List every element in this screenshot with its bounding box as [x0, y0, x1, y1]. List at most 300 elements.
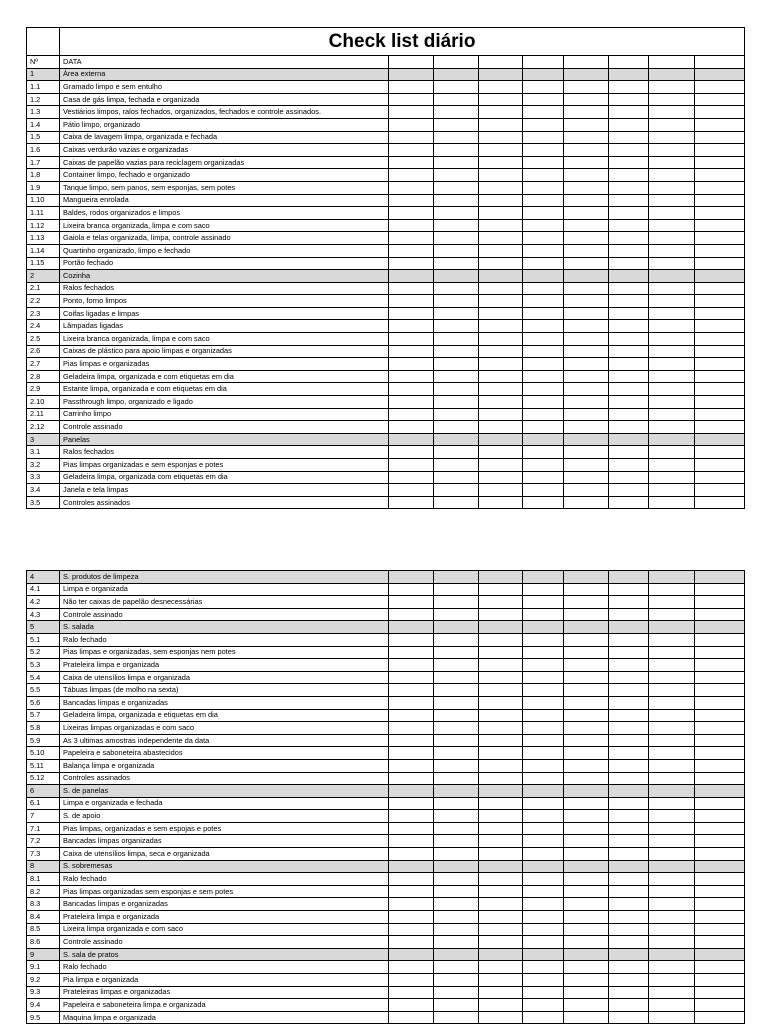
check-cell[interactable] [389, 1011, 434, 1024]
check-cell[interactable] [609, 734, 649, 747]
check-cell[interactable] [564, 156, 609, 169]
check-cell[interactable] [695, 759, 745, 772]
check-cell[interactable] [609, 270, 649, 283]
check-cell[interactable] [649, 885, 695, 898]
check-cell[interactable] [389, 747, 434, 760]
date-cell[interactable] [695, 56, 745, 69]
check-cell[interactable] [523, 1011, 564, 1024]
check-cell[interactable] [523, 974, 564, 987]
check-cell[interactable] [649, 257, 695, 270]
check-cell[interactable] [523, 596, 564, 609]
check-cell[interactable] [609, 747, 649, 760]
check-cell[interactable] [434, 621, 479, 634]
check-cell[interactable] [523, 307, 564, 320]
check-cell[interactable] [609, 911, 649, 924]
check-cell[interactable] [434, 358, 479, 371]
check-cell[interactable] [564, 81, 609, 94]
check-cell[interactable] [564, 747, 609, 760]
date-cell[interactable] [609, 56, 649, 69]
check-cell[interactable] [649, 822, 695, 835]
check-cell[interactable] [523, 156, 564, 169]
check-cell[interactable] [434, 999, 479, 1012]
check-cell[interactable] [434, 396, 479, 409]
check-cell[interactable] [434, 257, 479, 270]
check-cell[interactable] [389, 396, 434, 409]
check-cell[interactable] [649, 583, 695, 596]
check-cell[interactable] [479, 282, 523, 295]
check-cell[interactable] [389, 232, 434, 245]
check-cell[interactable] [389, 320, 434, 333]
check-cell[interactable] [609, 873, 649, 886]
check-cell[interactable] [523, 282, 564, 295]
check-cell[interactable] [695, 181, 745, 194]
check-cell[interactable] [695, 684, 745, 697]
check-cell[interactable] [649, 759, 695, 772]
check-cell[interactable] [564, 734, 609, 747]
check-cell[interactable] [434, 873, 479, 886]
check-cell[interactable] [564, 496, 609, 509]
check-cell[interactable] [434, 747, 479, 760]
check-cell[interactable] [389, 848, 434, 861]
check-cell[interactable] [434, 68, 479, 81]
check-cell[interactable] [609, 345, 649, 358]
date-cell[interactable] [564, 56, 609, 69]
check-cell[interactable] [609, 433, 649, 446]
check-cell[interactable] [479, 244, 523, 257]
check-cell[interactable] [523, 961, 564, 974]
check-cell[interactable] [564, 785, 609, 798]
check-cell[interactable] [389, 923, 434, 936]
check-cell[interactable] [389, 484, 434, 497]
check-cell[interactable] [695, 747, 745, 760]
check-cell[interactable] [564, 144, 609, 157]
check-cell[interactable] [434, 244, 479, 257]
check-cell[interactable] [695, 948, 745, 961]
check-cell[interactable] [609, 295, 649, 308]
check-cell[interactable] [649, 307, 695, 320]
check-cell[interactable] [695, 93, 745, 106]
check-cell[interactable] [434, 446, 479, 459]
check-cell[interactable] [695, 408, 745, 421]
check-cell[interactable] [479, 734, 523, 747]
check-cell[interactable] [434, 320, 479, 333]
check-cell[interactable] [609, 885, 649, 898]
check-cell[interactable] [649, 446, 695, 459]
check-cell[interactable] [609, 709, 649, 722]
check-cell[interactable] [695, 257, 745, 270]
check-cell[interactable] [649, 181, 695, 194]
check-cell[interactable] [389, 835, 434, 848]
check-cell[interactable] [609, 446, 649, 459]
check-cell[interactable] [479, 596, 523, 609]
check-cell[interactable] [389, 194, 434, 207]
check-cell[interactable] [564, 999, 609, 1012]
check-cell[interactable] [649, 999, 695, 1012]
check-cell[interactable] [609, 621, 649, 634]
check-cell[interactable] [479, 898, 523, 911]
check-cell[interactable] [523, 345, 564, 358]
check-cell[interactable] [609, 633, 649, 646]
check-cell[interactable] [564, 596, 609, 609]
check-cell[interactable] [695, 999, 745, 1012]
check-cell[interactable] [695, 633, 745, 646]
check-cell[interactable] [523, 333, 564, 346]
check-cell[interactable] [479, 333, 523, 346]
check-cell[interactable] [434, 596, 479, 609]
check-cell[interactable] [523, 747, 564, 760]
check-cell[interactable] [479, 885, 523, 898]
check-cell[interactable] [434, 860, 479, 873]
check-cell[interactable] [609, 961, 649, 974]
check-cell[interactable] [523, 484, 564, 497]
check-cell[interactable] [609, 797, 649, 810]
check-cell[interactable] [609, 459, 649, 472]
check-cell[interactable] [389, 496, 434, 509]
check-cell[interactable] [564, 848, 609, 861]
check-cell[interactable] [434, 948, 479, 961]
check-cell[interactable] [523, 396, 564, 409]
check-cell[interactable] [479, 659, 523, 672]
check-cell[interactable] [434, 370, 479, 383]
check-cell[interactable] [389, 911, 434, 924]
check-cell[interactable] [434, 270, 479, 283]
date-cell[interactable] [649, 56, 695, 69]
check-cell[interactable] [479, 144, 523, 157]
check-cell[interactable] [389, 219, 434, 232]
check-cell[interactable] [695, 835, 745, 848]
check-cell[interactable] [389, 571, 434, 584]
check-cell[interactable] [389, 860, 434, 873]
check-cell[interactable] [479, 484, 523, 497]
check-cell[interactable] [695, 345, 745, 358]
check-cell[interactable] [564, 421, 609, 434]
check-cell[interactable] [434, 169, 479, 182]
check-cell[interactable] [479, 345, 523, 358]
check-cell[interactable] [649, 219, 695, 232]
check-cell[interactable] [523, 860, 564, 873]
check-cell[interactable] [564, 873, 609, 886]
check-cell[interactable] [389, 81, 434, 94]
check-cell[interactable] [434, 659, 479, 672]
check-cell[interactable] [523, 106, 564, 119]
check-cell[interactable] [609, 848, 649, 861]
check-cell[interactable] [564, 257, 609, 270]
check-cell[interactable] [649, 484, 695, 497]
check-cell[interactable] [389, 621, 434, 634]
check-cell[interactable] [649, 156, 695, 169]
check-cell[interactable] [434, 709, 479, 722]
check-cell[interactable] [479, 131, 523, 144]
check-cell[interactable] [479, 471, 523, 484]
check-cell[interactable] [479, 408, 523, 421]
check-cell[interactable] [564, 333, 609, 346]
check-cell[interactable] [564, 797, 609, 810]
check-cell[interactable] [609, 722, 649, 735]
check-cell[interactable] [389, 936, 434, 949]
check-cell[interactable] [389, 709, 434, 722]
check-cell[interactable] [479, 257, 523, 270]
check-cell[interactable] [609, 948, 649, 961]
check-cell[interactable] [434, 421, 479, 434]
check-cell[interactable] [609, 307, 649, 320]
check-cell[interactable] [649, 835, 695, 848]
check-cell[interactable] [564, 320, 609, 333]
check-cell[interactable] [609, 785, 649, 798]
check-cell[interactable] [609, 684, 649, 697]
check-cell[interactable] [523, 144, 564, 157]
check-cell[interactable] [389, 961, 434, 974]
check-cell[interactable] [695, 974, 745, 987]
check-cell[interactable] [564, 471, 609, 484]
check-cell[interactable] [564, 181, 609, 194]
check-cell[interactable] [434, 835, 479, 848]
check-cell[interactable] [609, 596, 649, 609]
check-cell[interactable] [609, 471, 649, 484]
check-cell[interactable] [434, 608, 479, 621]
check-cell[interactable] [649, 169, 695, 182]
check-cell[interactable] [564, 106, 609, 119]
check-cell[interactable] [564, 169, 609, 182]
check-cell[interactable] [479, 621, 523, 634]
check-cell[interactable] [564, 370, 609, 383]
check-cell[interactable] [649, 295, 695, 308]
check-cell[interactable] [609, 358, 649, 371]
check-cell[interactable] [389, 759, 434, 772]
check-cell[interactable] [479, 608, 523, 621]
check-cell[interactable] [564, 835, 609, 848]
check-cell[interactable] [434, 459, 479, 472]
check-cell[interactable] [434, 181, 479, 194]
check-cell[interactable] [389, 408, 434, 421]
check-cell[interactable] [564, 383, 609, 396]
check-cell[interactable] [649, 421, 695, 434]
check-cell[interactable] [389, 459, 434, 472]
check-cell[interactable] [389, 446, 434, 459]
check-cell[interactable] [434, 923, 479, 936]
check-cell[interactable] [649, 571, 695, 584]
check-cell[interactable] [695, 106, 745, 119]
check-cell[interactable] [389, 633, 434, 646]
check-cell[interactable] [564, 459, 609, 472]
check-cell[interactable] [479, 646, 523, 659]
check-cell[interactable] [479, 295, 523, 308]
check-cell[interactable] [389, 797, 434, 810]
check-cell[interactable] [523, 696, 564, 709]
check-cell[interactable] [609, 194, 649, 207]
check-cell[interactable] [479, 307, 523, 320]
check-cell[interactable] [649, 106, 695, 119]
check-cell[interactable] [523, 835, 564, 848]
check-cell[interactable] [523, 383, 564, 396]
check-cell[interactable] [649, 772, 695, 785]
check-cell[interactable] [695, 722, 745, 735]
check-cell[interactable] [609, 810, 649, 823]
check-cell[interactable] [609, 421, 649, 434]
check-cell[interactable] [609, 131, 649, 144]
check-cell[interactable] [609, 244, 649, 257]
check-cell[interactable] [649, 659, 695, 672]
check-cell[interactable] [564, 194, 609, 207]
check-cell[interactable] [649, 345, 695, 358]
check-cell[interactable] [389, 345, 434, 358]
check-cell[interactable] [434, 974, 479, 987]
check-cell[interactable] [434, 1011, 479, 1024]
check-cell[interactable] [695, 646, 745, 659]
check-cell[interactable] [695, 320, 745, 333]
check-cell[interactable] [479, 118, 523, 131]
check-cell[interactable] [479, 583, 523, 596]
check-cell[interactable] [523, 772, 564, 785]
check-cell[interactable] [649, 93, 695, 106]
check-cell[interactable] [523, 320, 564, 333]
check-cell[interactable] [564, 433, 609, 446]
date-cell[interactable] [389, 56, 434, 69]
check-cell[interactable] [695, 333, 745, 346]
check-cell[interactable] [523, 684, 564, 697]
check-cell[interactable] [523, 797, 564, 810]
check-cell[interactable] [434, 797, 479, 810]
check-cell[interactable] [523, 608, 564, 621]
check-cell[interactable] [649, 860, 695, 873]
check-cell[interactable] [479, 835, 523, 848]
check-cell[interactable] [479, 848, 523, 861]
check-cell[interactable] [389, 986, 434, 999]
check-cell[interactable] [564, 684, 609, 697]
check-cell[interactable] [523, 433, 564, 446]
check-cell[interactable] [564, 358, 609, 371]
check-cell[interactable] [389, 421, 434, 434]
check-cell[interactable] [695, 986, 745, 999]
check-cell[interactable] [564, 885, 609, 898]
check-cell[interactable] [523, 219, 564, 232]
check-cell[interactable] [609, 156, 649, 169]
check-cell[interactable] [389, 608, 434, 621]
check-cell[interactable] [564, 810, 609, 823]
check-cell[interactable] [434, 144, 479, 157]
check-cell[interactable] [523, 873, 564, 886]
check-cell[interactable] [609, 571, 649, 584]
check-cell[interactable] [389, 433, 434, 446]
check-cell[interactable] [523, 295, 564, 308]
check-cell[interactable] [523, 408, 564, 421]
check-cell[interactable] [434, 345, 479, 358]
check-cell[interactable] [695, 484, 745, 497]
check-cell[interactable] [523, 181, 564, 194]
check-cell[interactable] [434, 81, 479, 94]
check-cell[interactable] [649, 144, 695, 157]
check-cell[interactable] [389, 583, 434, 596]
check-cell[interactable] [479, 747, 523, 760]
check-cell[interactable] [649, 709, 695, 722]
check-cell[interactable] [609, 106, 649, 119]
check-cell[interactable] [523, 948, 564, 961]
check-cell[interactable] [479, 169, 523, 182]
check-cell[interactable] [389, 282, 434, 295]
check-cell[interactable] [389, 898, 434, 911]
check-cell[interactable] [389, 181, 434, 194]
check-cell[interactable] [523, 646, 564, 659]
check-cell[interactable] [434, 759, 479, 772]
check-cell[interactable] [695, 822, 745, 835]
check-cell[interactable] [649, 282, 695, 295]
check-cell[interactable] [695, 81, 745, 94]
check-cell[interactable] [434, 785, 479, 798]
check-cell[interactable] [434, 282, 479, 295]
check-cell[interactable] [564, 68, 609, 81]
check-cell[interactable] [609, 219, 649, 232]
check-cell[interactable] [649, 232, 695, 245]
check-cell[interactable] [523, 722, 564, 735]
check-cell[interactable] [609, 181, 649, 194]
check-cell[interactable] [649, 459, 695, 472]
check-cell[interactable] [609, 835, 649, 848]
check-cell[interactable] [523, 118, 564, 131]
check-cell[interactable] [609, 646, 649, 659]
check-cell[interactable] [389, 295, 434, 308]
check-cell[interactable] [479, 785, 523, 798]
check-cell[interactable] [434, 898, 479, 911]
check-cell[interactable] [523, 822, 564, 835]
check-cell[interactable] [479, 81, 523, 94]
check-cell[interactable] [695, 396, 745, 409]
date-cell[interactable] [434, 56, 479, 69]
check-cell[interactable] [695, 68, 745, 81]
check-cell[interactable] [649, 370, 695, 383]
check-cell[interactable] [523, 81, 564, 94]
check-cell[interactable] [389, 671, 434, 684]
check-cell[interactable] [695, 421, 745, 434]
check-cell[interactable] [649, 68, 695, 81]
check-cell[interactable] [479, 320, 523, 333]
date-cell[interactable] [479, 56, 523, 69]
check-cell[interactable] [609, 207, 649, 220]
check-cell[interactable] [564, 307, 609, 320]
check-cell[interactable] [434, 408, 479, 421]
check-cell[interactable] [564, 860, 609, 873]
check-cell[interactable] [695, 194, 745, 207]
check-cell[interactable] [695, 471, 745, 484]
check-cell[interactable] [649, 684, 695, 697]
check-cell[interactable] [695, 583, 745, 596]
check-cell[interactable] [434, 106, 479, 119]
check-cell[interactable] [434, 471, 479, 484]
check-cell[interactable] [389, 885, 434, 898]
check-cell[interactable] [479, 961, 523, 974]
check-cell[interactable] [649, 1011, 695, 1024]
check-cell[interactable] [523, 583, 564, 596]
check-cell[interactable] [564, 974, 609, 987]
check-cell[interactable] [649, 911, 695, 924]
check-cell[interactable] [479, 797, 523, 810]
check-cell[interactable] [434, 433, 479, 446]
check-cell[interactable] [609, 93, 649, 106]
check-cell[interactable] [389, 333, 434, 346]
date-cell[interactable] [523, 56, 564, 69]
check-cell[interactable] [695, 383, 745, 396]
check-cell[interactable] [649, 383, 695, 396]
check-cell[interactable] [564, 936, 609, 949]
check-cell[interactable] [564, 571, 609, 584]
check-cell[interactable] [389, 68, 434, 81]
check-cell[interactable] [479, 999, 523, 1012]
check-cell[interactable] [695, 358, 745, 371]
check-cell[interactable] [609, 484, 649, 497]
check-cell[interactable] [564, 671, 609, 684]
check-cell[interactable] [523, 936, 564, 949]
check-cell[interactable] [389, 144, 434, 157]
check-cell[interactable] [479, 433, 523, 446]
check-cell[interactable] [609, 898, 649, 911]
